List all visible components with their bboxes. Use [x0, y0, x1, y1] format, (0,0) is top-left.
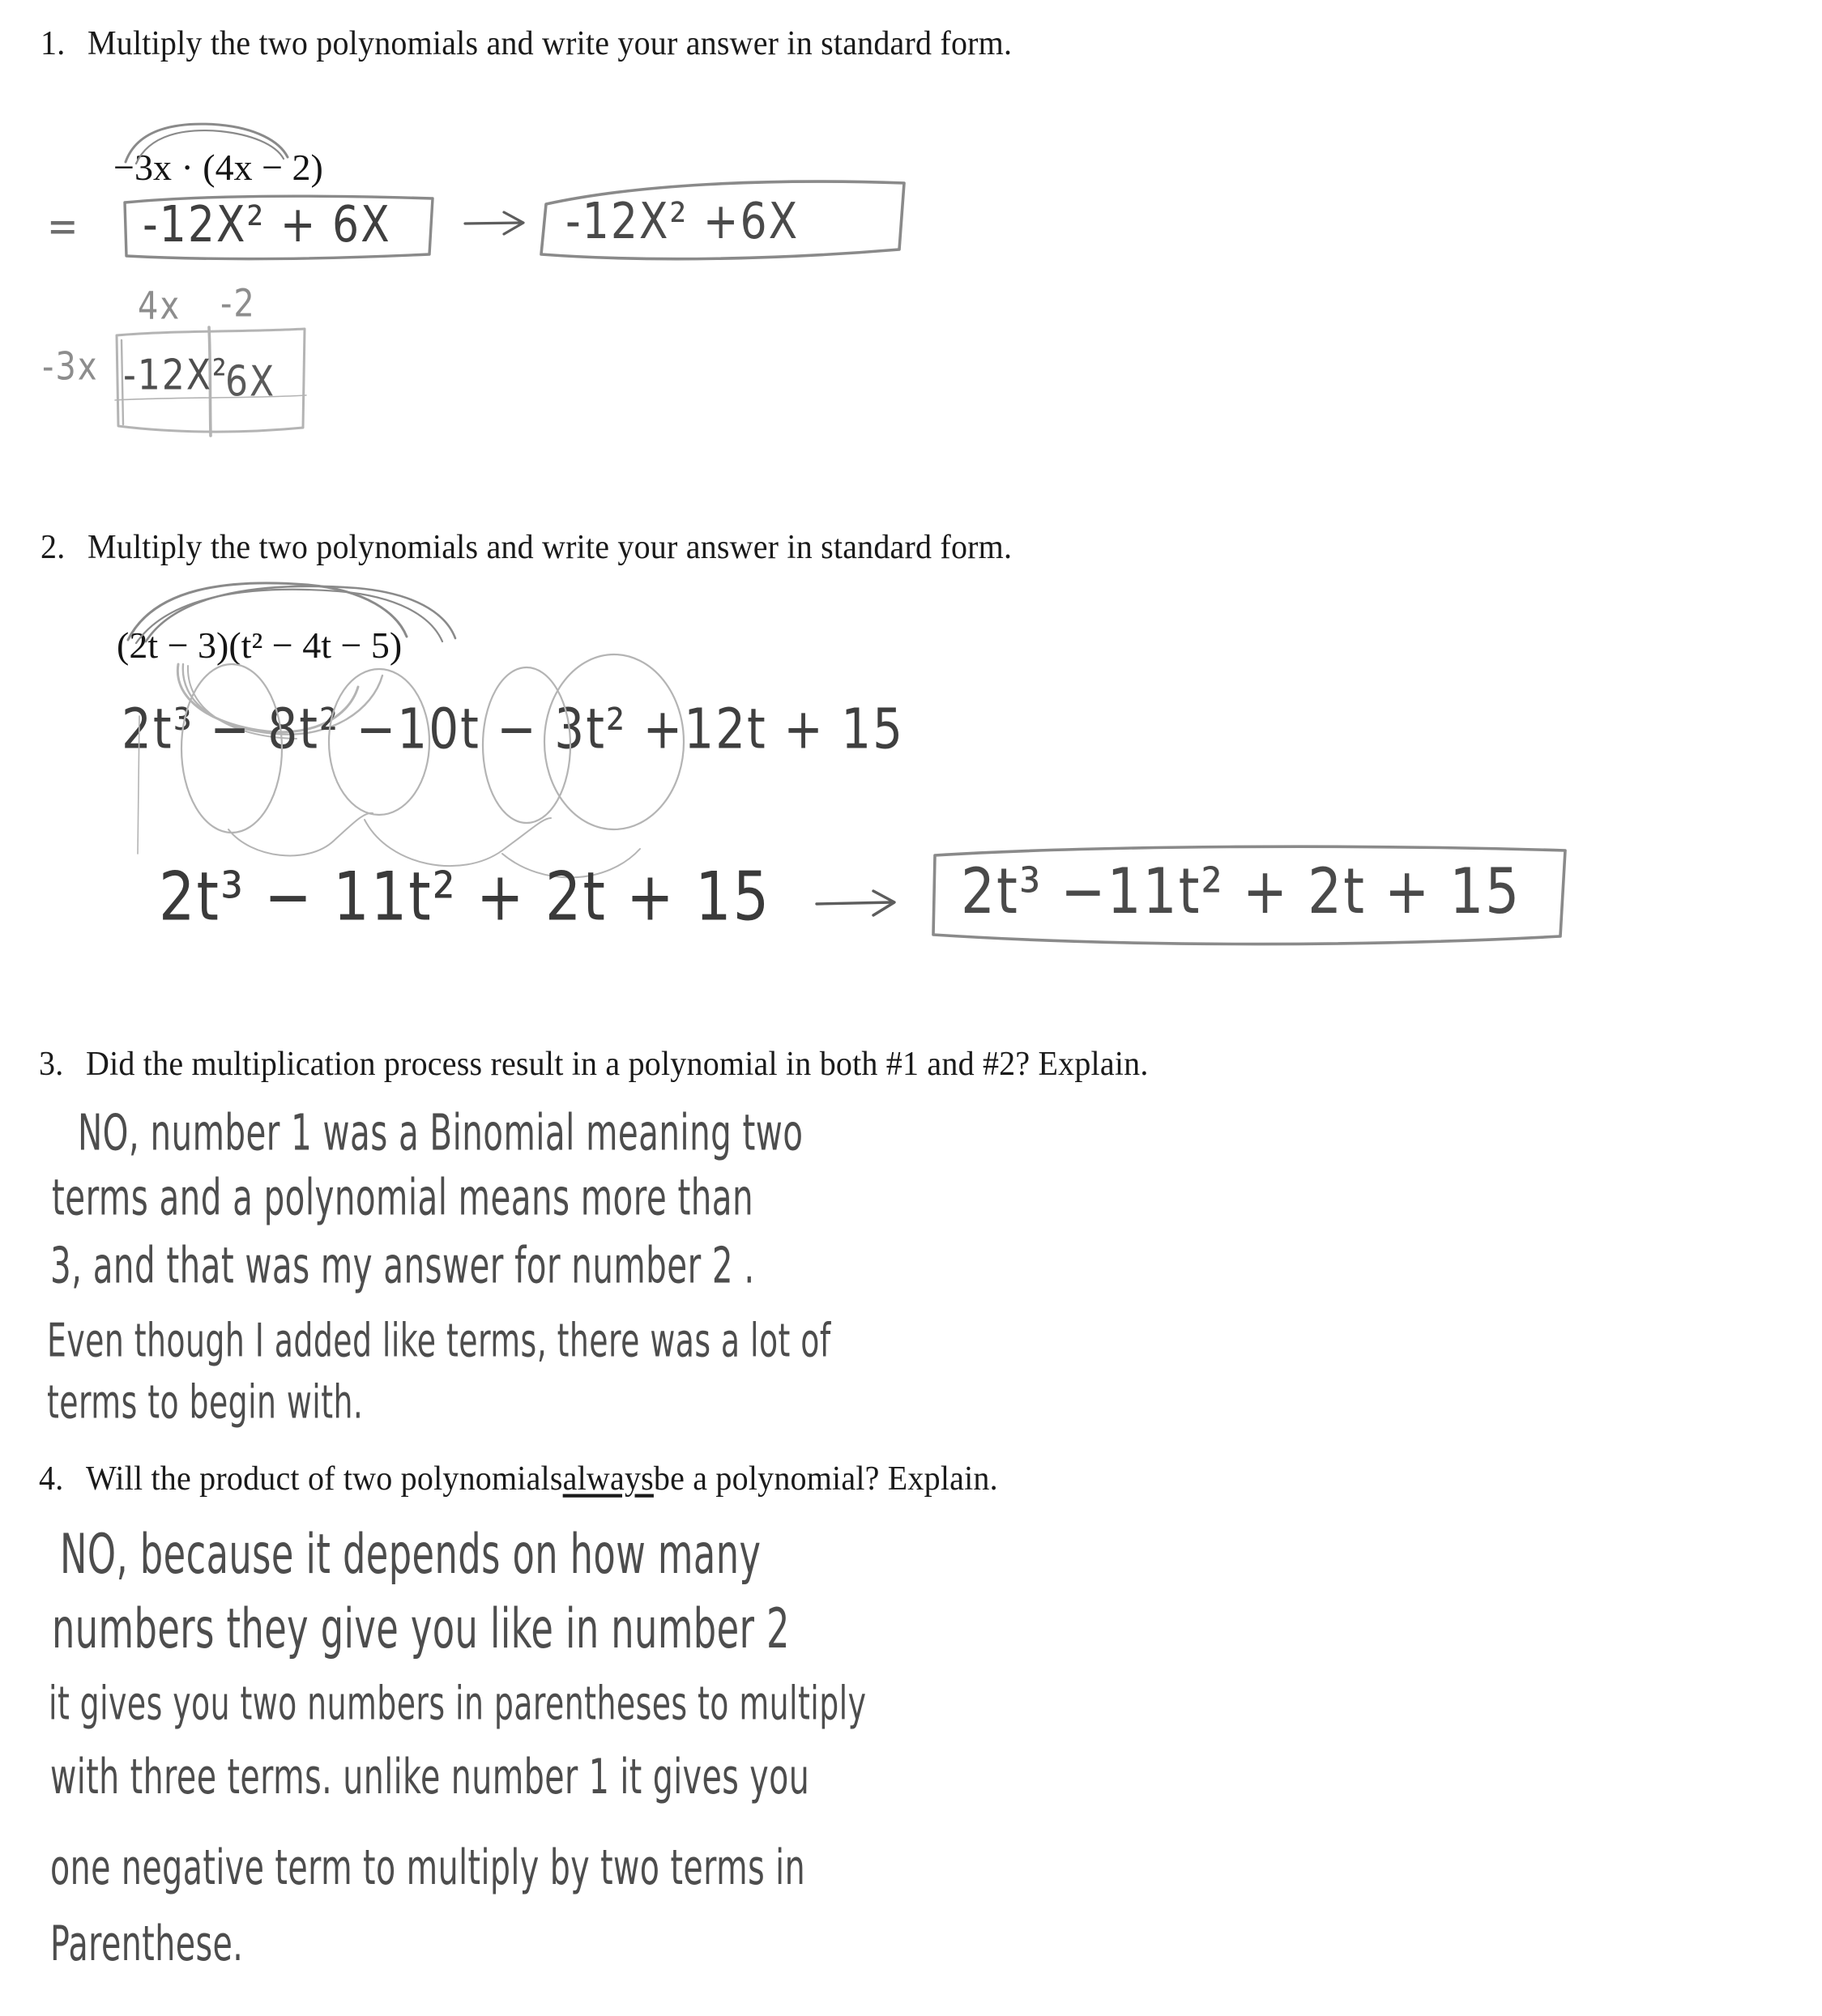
problem-1-work-box — [122, 191, 437, 261]
answer-4-line-5: one negative term to multiply by two terms in — [50, 1838, 806, 1896]
box-method-cell-2: 6X — [225, 357, 276, 407]
box-method-col-header-1: 4x — [138, 283, 181, 329]
question-1-number: 1. — [41, 23, 66, 62]
question-4-text-underlined: always — [562, 1459, 654, 1498]
box-method-row-header: -3x — [42, 344, 99, 390]
answer-3-line-1: NO, number 1 was a Binomial meaning two — [78, 1104, 804, 1163]
answer-3-line-2: terms and a polynomial means more than — [52, 1169, 754, 1228]
problem-2-combined: 2t³ − 11t² + 2t + 15 — [159, 857, 771, 936]
question-4-heading — [39, 1458, 998, 1498]
box-method-cell-1: -12X² — [123, 351, 228, 400]
answer-3-line-5: terms to begin with. — [47, 1375, 364, 1430]
answer-4-line-3: it gives you two numbers in parentheses to multiply — [49, 1677, 867, 1731]
question-1-heading — [41, 23, 1012, 63]
answer-4-line-1: NO, because it depends on how many — [60, 1524, 762, 1587]
problem-2-printed-expression: (2t − 3)(t² − 4t − 5) — [117, 624, 403, 666]
problem-1-answer-text: -12X² +6X — [565, 193, 800, 251]
answer-4-line-2: numbers they give you like in number 2 — [52, 1598, 790, 1661]
arrow-icon-p2 — [815, 886, 912, 923]
answer-3-line-3: 3, and that was my answer for number 2 . — [50, 1237, 755, 1296]
question-3-heading — [39, 1043, 1149, 1084]
question-3-number: 3. — [39, 1044, 64, 1083]
question-4-text-after: be a polynomial? Explain. — [653, 1459, 998, 1498]
problem-1-answer-box — [538, 175, 909, 264]
problem-1-printed-expression: −3x · (4x − 2) — [113, 147, 323, 188]
answer-3-line-4: Even though I added like terms, there was a lot of — [47, 1314, 831, 1368]
problem-1-work-text: -12X² + 6X — [143, 196, 391, 254]
question-4-number: 4. — [39, 1459, 64, 1498]
problem-2-expansion: 2t³ − 8t² −10t − 3t² +12t + 15 — [122, 696, 905, 762]
question-2-heading — [41, 526, 1012, 567]
question-2-text: Multiply the two polynomials and write your answer in standard form. — [87, 527, 1013, 566]
box-method-grid — [113, 322, 308, 444]
problem-2-answer-box — [930, 841, 1570, 954]
box-method-col-header-2: -2 — [220, 281, 256, 326]
problem-1-equals-sign: = — [47, 200, 80, 252]
question-2-number: 2. — [41, 527, 66, 566]
question-3-text: Did the multiplication process result in a polynomial in both #1 and #2? Explain. — [86, 1044, 1149, 1083]
question-4-text-before: Will the product of two polynomials — [86, 1459, 563, 1498]
answer-4-line-6: Parenthese. — [50, 1914, 244, 1972]
arrow-icon-p1 — [463, 207, 536, 240]
question-1-text: Multiply the two polynomials and write your answer in standard form. — [87, 23, 1013, 62]
problem-2-answer-text: 2t³ −11t² + 2t + 15 — [961, 855, 1521, 928]
answer-4-line-4: with three terms. unlike number 1 it gives you — [50, 1747, 810, 1805]
